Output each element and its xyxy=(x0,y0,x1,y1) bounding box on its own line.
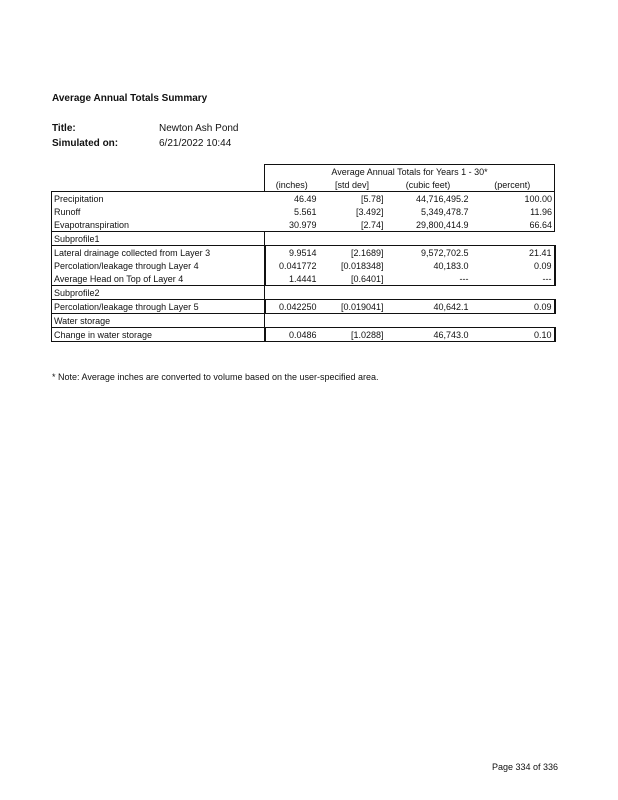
cell-cubic-feet: 29,800,414.9 xyxy=(386,218,471,232)
cell-percent: --- xyxy=(471,272,555,286)
table-column-header-row xyxy=(52,178,555,192)
table-group-header-row xyxy=(52,165,555,179)
cell-std-dev: [2.1689] xyxy=(319,246,386,260)
row-label: Precipitation xyxy=(52,192,265,206)
table-row xyxy=(52,218,555,232)
section-label: Subprofile1 xyxy=(52,232,265,246)
column-header-std-dev: [std dev] xyxy=(319,178,386,192)
cell-percent: 0.09 xyxy=(471,300,555,314)
cell-cubic-feet: 40,183.0 xyxy=(433,260,469,271)
cell-std-dev: [2.74] xyxy=(319,218,386,232)
cell-std-dev: [3.492] xyxy=(355,206,384,217)
row-label: Percolation/leakage through Layer 5 xyxy=(52,300,265,314)
simulated-on-value: 6/21/2022 10:44 xyxy=(159,138,232,149)
cell-percent: 0.09 xyxy=(471,259,555,272)
cell-percent: 0.10 xyxy=(471,328,555,342)
annual-totals-table xyxy=(51,164,556,342)
cell-std-dev: [1.0288] xyxy=(319,328,386,342)
cell-inches: 0.0486 xyxy=(265,328,319,342)
cell-cubic-feet: 9,572,702.5 xyxy=(386,246,471,260)
cell-percent: 11.96 xyxy=(471,205,555,218)
row-label: Lateral drainage collected from Layer 3 xyxy=(52,246,265,260)
table-row xyxy=(52,246,555,260)
row-label: Average Head on Top of Layer 4 xyxy=(52,272,265,286)
column-header-inches: (inches) xyxy=(265,178,319,192)
column-header-cubic-feet: (cubic feet) xyxy=(386,178,471,192)
table-row xyxy=(52,328,555,342)
row-label: Change in water storage xyxy=(52,328,265,342)
column-header-percent: (percent) xyxy=(471,178,555,192)
row-label: Percolation/leakage through Layer 4 xyxy=(52,259,265,272)
cell-std-dev: [0.6401] xyxy=(319,272,386,286)
row-label: Runoff xyxy=(52,205,265,218)
cell-inches: 9.9514 xyxy=(265,246,319,260)
summary-heading: Average Annual Totals Summary xyxy=(52,93,208,104)
title-label: Title: xyxy=(52,123,76,134)
table-row xyxy=(52,192,555,206)
section-row xyxy=(52,286,555,300)
cell-inches: 30.979 xyxy=(265,218,319,232)
cell-std-dev: [0.018348] xyxy=(340,260,384,271)
cell-inches: 0.041772 xyxy=(265,259,319,272)
table-row xyxy=(52,300,555,314)
cell-cubic-feet: 5,349,478.7 xyxy=(420,206,469,217)
cell-std-dev: [0.019041] xyxy=(319,300,386,314)
section-label: Subprofile2 xyxy=(52,286,265,300)
section-row xyxy=(52,232,555,246)
cell-inches: 0.042250 xyxy=(265,300,319,314)
footnote: * Note: Average inches are converted to volume based on the user-specified area. xyxy=(52,372,379,382)
cell-percent: 66.64 xyxy=(471,218,555,232)
cell-cubic-feet: 44,716,495.2 xyxy=(415,193,469,204)
cell-inches: 1.4441 xyxy=(265,272,319,286)
table-row xyxy=(52,205,555,218)
title-value: Newton Ash Pond xyxy=(159,123,239,134)
simulated-on-label: Simulated on: xyxy=(52,138,119,149)
table-row xyxy=(52,259,555,272)
section-row xyxy=(52,314,555,328)
cell-percent: 100.00 xyxy=(471,192,555,206)
cell-cubic-feet: 46,743.0 xyxy=(386,328,471,342)
section-label: Water storage xyxy=(52,314,265,328)
cell-percent: 21.41 xyxy=(471,246,555,260)
group-header: Average Annual Totals for Years 1 - 30* xyxy=(265,165,555,179)
cell-inches: 46.49 xyxy=(293,193,317,204)
cell-inches: 5.561 xyxy=(293,206,317,217)
cell-std-dev: [5.78] xyxy=(360,193,384,204)
table-row xyxy=(52,272,555,286)
row-label: Evapotranspiration xyxy=(52,218,265,232)
cell-cubic-feet: 40,642.1 xyxy=(386,300,471,314)
cell-cubic-feet: --- xyxy=(386,272,471,286)
page-number: Page 334 of 336 xyxy=(492,762,559,772)
